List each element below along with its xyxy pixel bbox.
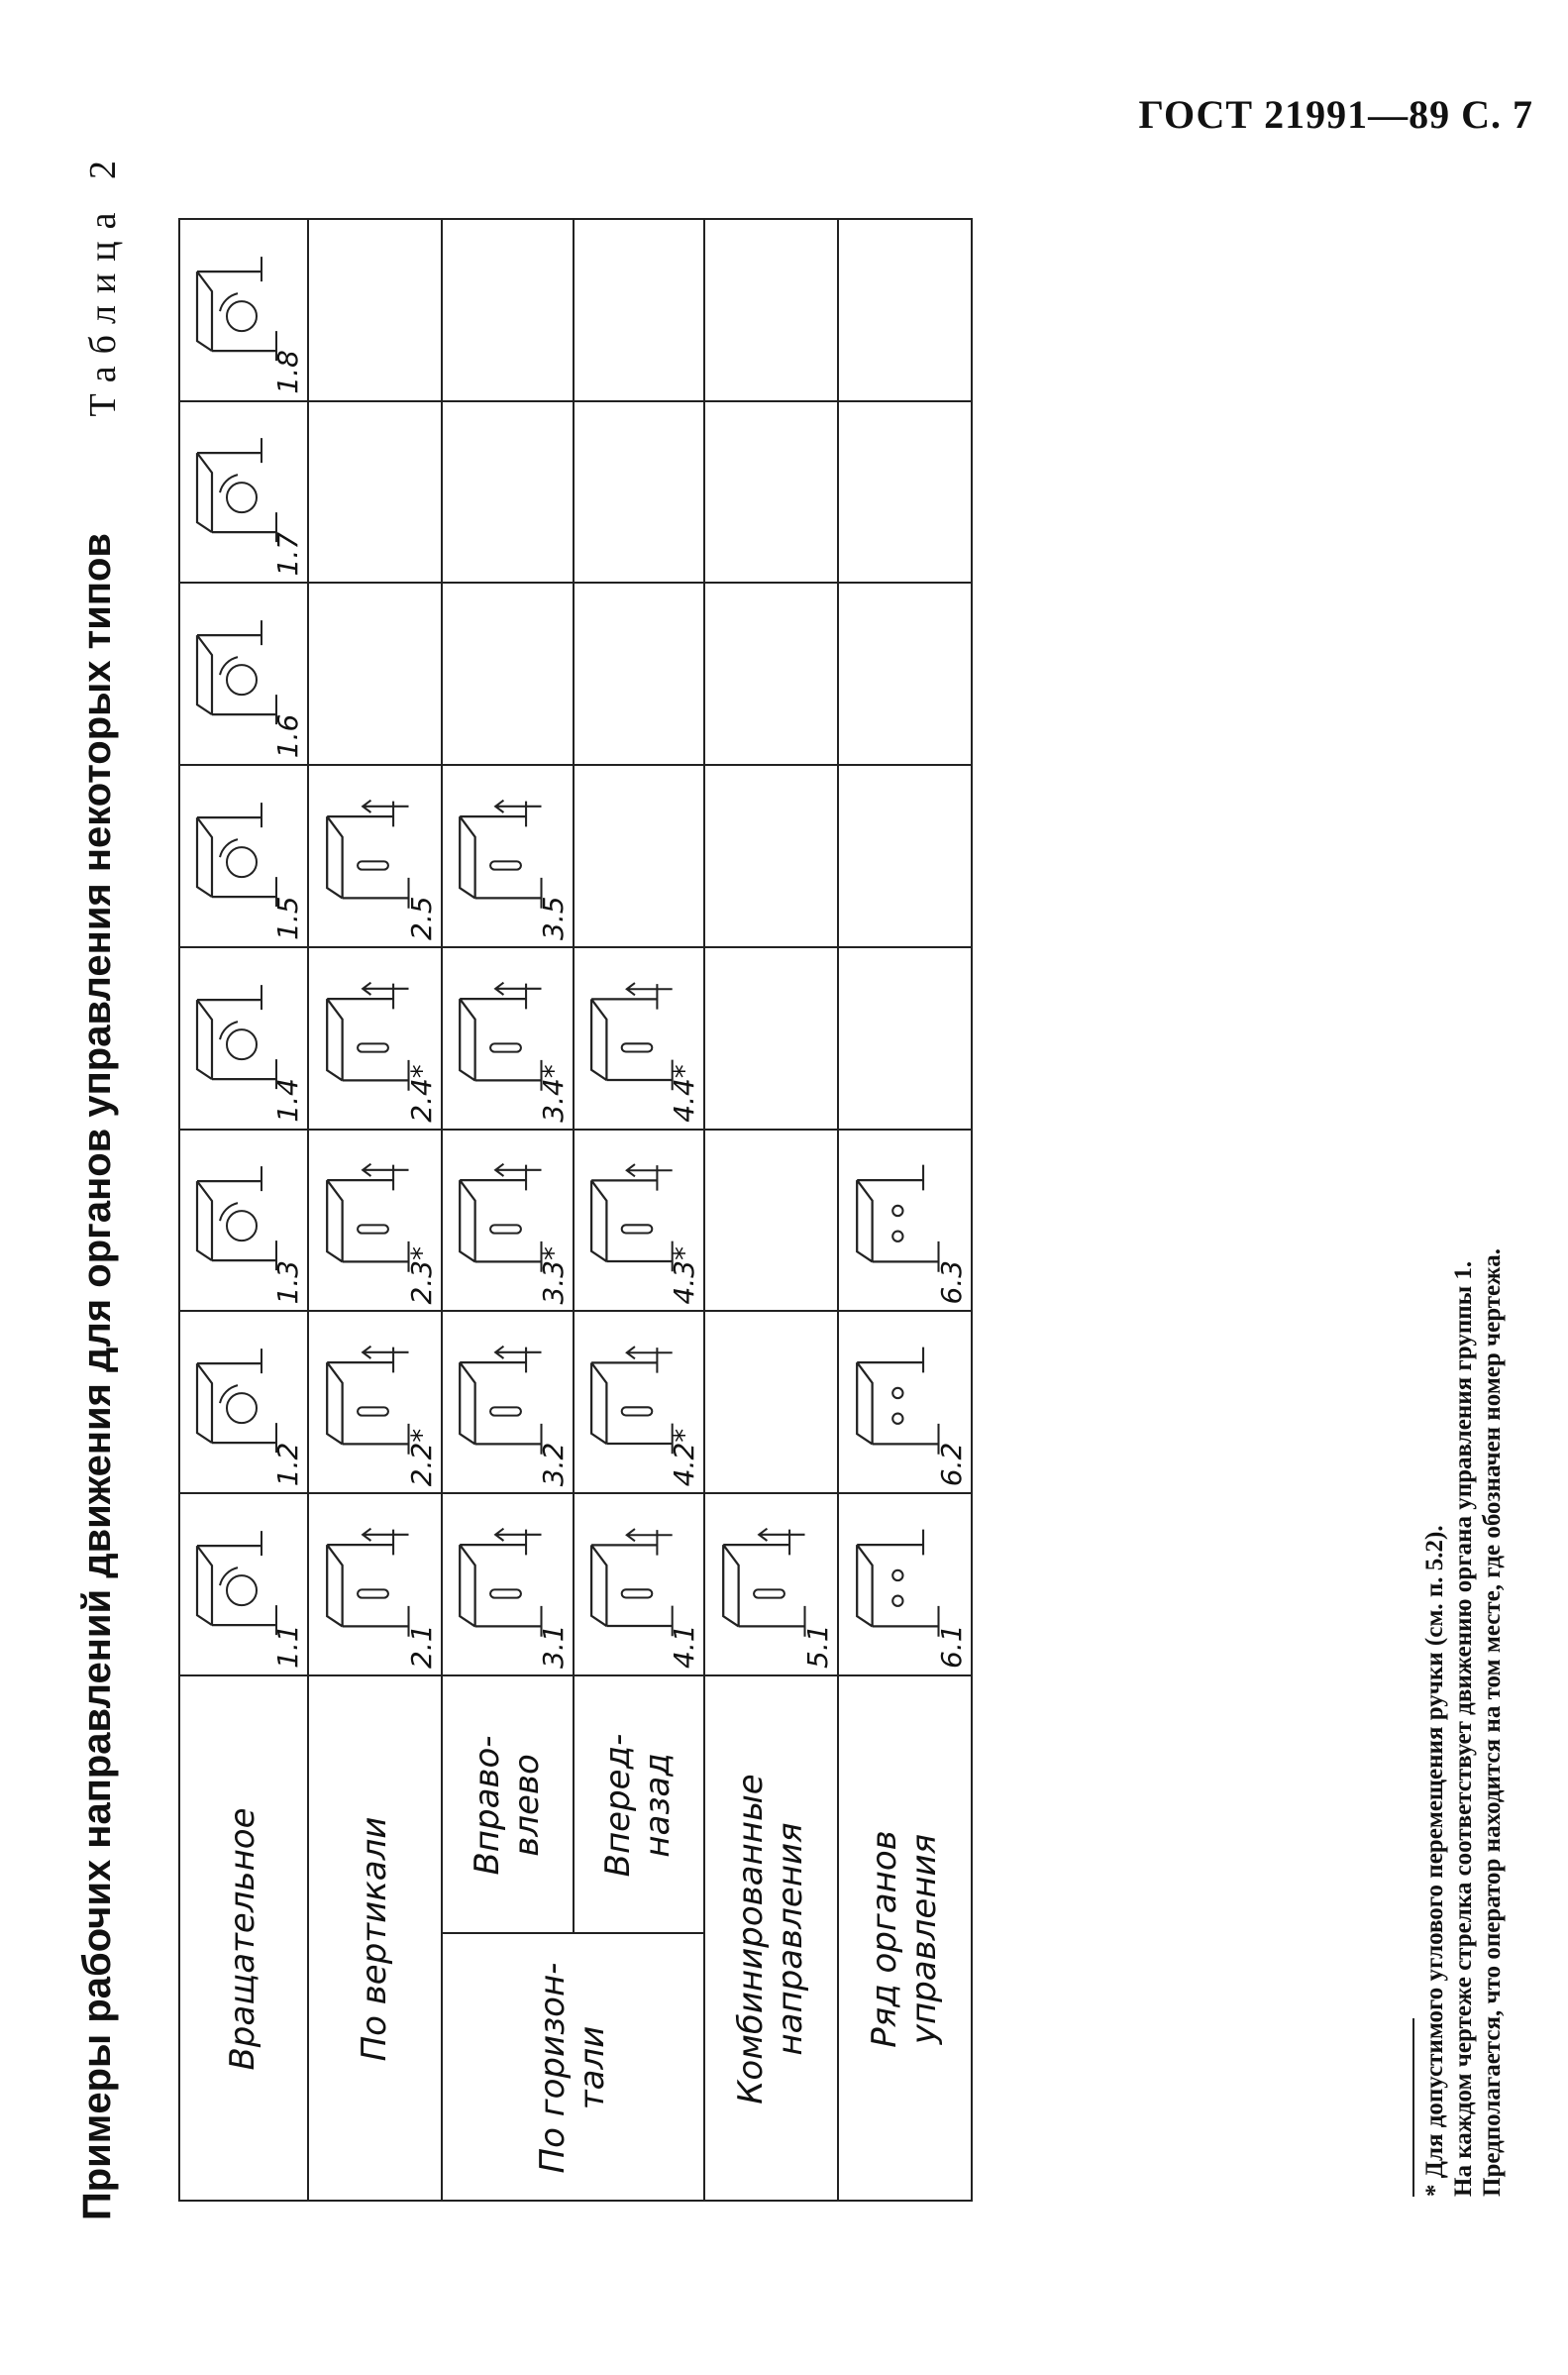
figure-number: 4.3* [668, 1245, 700, 1305]
figure-number: 2.1 [405, 1624, 438, 1669]
footnote-rule [1412, 2018, 1414, 2197]
column-divider [178, 400, 971, 402]
figure-number: 1.3 [271, 1259, 304, 1305]
table-border-right [178, 218, 973, 220]
figure-number: 1.6 [271, 713, 304, 759]
figure-number: 2.5 [405, 896, 438, 940]
row-label-horizontal: По горизон- тали [532, 1962, 612, 2174]
row-label-vertical: По вертикали [354, 1816, 394, 2062]
column-divider [178, 583, 971, 585]
figure-number: 4.2* [668, 1428, 700, 1487]
row-label-rotational: Вращательное [223, 1807, 262, 2071]
page-header: ГОСТ 21991—89 С. 7 [1138, 92, 1533, 137]
table-border-bottom [971, 220, 973, 2202]
direction-table [178, 220, 1397, 2202]
figure-number: 6.1 [935, 1624, 968, 1669]
table-title: Примеры рабочих направлений движения для органов управления некоторых типов [75, 532, 119, 2220]
column-divider [178, 1129, 971, 1131]
figure-number: 3.1 [537, 1624, 570, 1669]
figure-number: 2.3* [405, 1245, 438, 1305]
sublabel-forward-back: Вперед- назад [598, 1733, 678, 1878]
column-divider [178, 1492, 971, 1494]
figure-number: 5.1 [801, 1624, 834, 1669]
footnote-star: * Для допустимого углового перемещения ручки (см. п. 5.2). [1421, 1525, 1448, 2197]
figure-number: 1.7 [271, 531, 304, 577]
footnote-arrow: На каждом чертеже стрелка соответствует движению органа управления группы 1. [1450, 1260, 1477, 2197]
figure-number: 3.3* [537, 1245, 570, 1305]
column-divider [178, 1311, 971, 1313]
figure-number: 3.5 [537, 896, 570, 940]
footnote-operator: Предполагается, что оператор находится на том месте, где обозначен номер чертежа. [1479, 1247, 1506, 2197]
figure-number: 1.8 [271, 350, 304, 394]
figure-number: 6.3 [935, 1259, 968, 1305]
figure-number: 1.5 [271, 896, 304, 940]
figure-number: 2.4* [405, 1064, 438, 1123]
row-label-control-row: Ряд органов управления [864, 1830, 944, 2048]
row-label-combined: Комбинированные направления [730, 1774, 810, 2105]
figure-number: 4.4* [668, 1064, 700, 1123]
figure-number: 3.2 [537, 1442, 570, 1487]
figure-number: 3.4* [537, 1064, 570, 1123]
column-divider [178, 764, 971, 766]
column-divider [178, 946, 971, 948]
figure-number: 1.4 [271, 1078, 304, 1123]
figure-number: 1.1 [271, 1624, 304, 1669]
table-label: Таблица 2 [82, 149, 124, 417]
figure-number: 4.1 [668, 1624, 700, 1669]
figure-number: 1.2 [271, 1442, 304, 1487]
figure-number: 2.2* [405, 1428, 438, 1487]
figure-number: 6.2 [935, 1442, 968, 1487]
sublabel-right-left: Вправо- влево [467, 1735, 547, 1876]
